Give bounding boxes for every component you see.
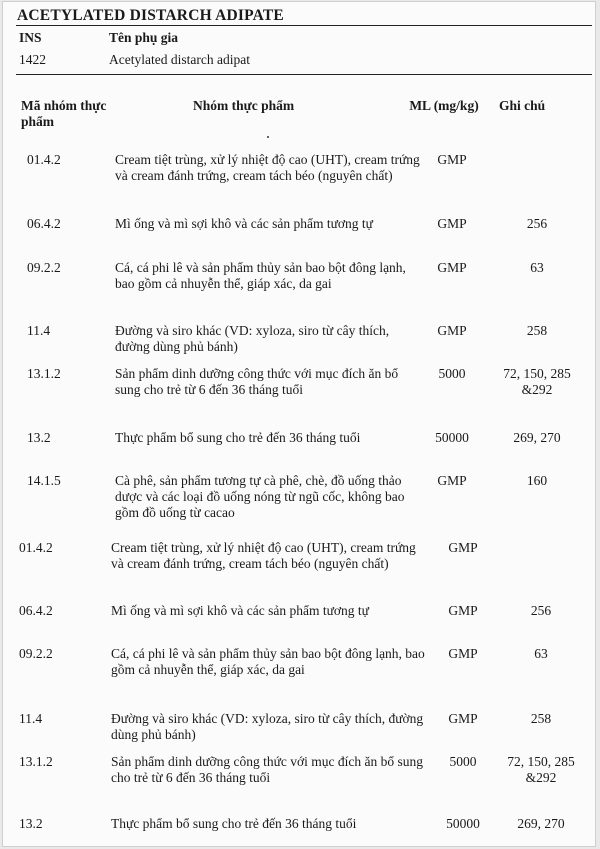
row-code: 06.4.2: [19, 603, 53, 618]
row-code: 11.4: [27, 323, 51, 338]
column-header-ml: ML (mg/kg): [409, 98, 479, 113]
row-ml: GMP: [437, 323, 467, 338]
row-note: 72, 150, 285 &292: [507, 754, 575, 785]
row-description: Thực phẩm bổ sung cho trẻ đến 36 tháng tuổi: [115, 430, 361, 445]
row-note: 269, 270: [513, 430, 561, 445]
document-title: ACETYLATED DISTARCH ADIPATE: [17, 7, 284, 24]
row-note: 63: [534, 646, 548, 661]
row-description: Cream tiệt trùng, xử lý nhiệt độ cao (UHT), cream trứng và cream đánh trứng, cream tách béo (nguyên chất): [111, 540, 416, 571]
row-description: Cà phê, sản phẩm tương tự cà phê, chè, đồ uống thảo dược và các loại đồ uống nóng từ ngũ cốc, không bao gồm đồ uống từ cacao: [115, 473, 405, 520]
column-header-food-group: Nhóm thực phẩm: [193, 98, 295, 113]
row-note: 256: [530, 603, 552, 618]
row-ml: GMP: [448, 603, 478, 618]
row-ml: GMP: [448, 540, 478, 555]
additive-name-label: Tên phụ gia: [109, 30, 179, 45]
row-code: 14.1.5: [27, 473, 61, 488]
row-ml: GMP: [448, 646, 478, 661]
row-description: Thực phẩm bổ sung cho trẻ đến 36 tháng tuổi: [111, 816, 357, 831]
row-code: 09.2.2: [19, 646, 53, 661]
header-divider: [16, 74, 592, 75]
scan-speck: [267, 136, 269, 138]
row-ml: 5000: [438, 366, 466, 381]
document-page: [2, 1, 596, 847]
row-note: 258: [530, 711, 552, 726]
additive-name-value: Acetylated distarch adipat: [109, 52, 250, 67]
row-code: 13.1.2: [19, 754, 53, 769]
row-description: Mì ống và mì sợi khô và các sản phẩm tương tự: [111, 603, 369, 618]
column-header-code: Mã nhóm thực phẩm: [21, 98, 107, 129]
row-note: 160: [526, 473, 548, 488]
row-description: Mì ống và mì sợi khô và các sản phẩm tương tự: [115, 216, 373, 231]
row-code: 01.4.2: [19, 540, 53, 555]
row-code: 11.4: [19, 711, 43, 726]
row-description: Sản phẩm dinh dưỡng công thức với mục đích ăn bổ sung cho trẻ từ 6 đến 36 tháng tuổi: [115, 366, 399, 397]
row-note: 63: [530, 260, 544, 275]
row-ml: GMP: [437, 260, 467, 275]
ins-label: INS: [19, 30, 42, 45]
row-ml: GMP: [448, 711, 478, 726]
column-header-note: Ghi chú: [499, 98, 546, 113]
row-code: 13.2: [19, 816, 43, 831]
row-note: 269, 270: [517, 816, 565, 831]
row-code: 13.2: [27, 430, 51, 445]
row-note: 258: [526, 323, 548, 338]
row-description: Đường và siro khác (VD: xyloza, siro từ cây thích, đường dùng phủ bánh): [115, 323, 390, 354]
row-ml: 50000: [446, 816, 480, 831]
row-description: Cá, cá phi lê và sản phẩm thủy sản bao bột đông lạnh, bao gồm cả nhuyễn thể, giáp xác, da gai: [115, 260, 406, 291]
row-description: Cá, cá phi lê và sản phẩm thủy sản bao bột đông lạnh, bao gồm cả nhuyễn thể, giáp xác, da gai: [111, 646, 425, 677]
row-ml: GMP: [437, 152, 467, 167]
title-divider: [16, 25, 592, 26]
row-ml: GMP: [437, 216, 467, 231]
row-description: Đường và siro khác (VD: xyloza, siro từ cây thích, đường dùng phủ bánh): [111, 711, 424, 742]
row-note: 72, 150, 285 &292: [503, 366, 571, 397]
row-note: 256: [526, 216, 548, 231]
row-description: Cream tiệt trùng, xử lý nhiệt độ cao (UHT), cream trứng và cream đánh trứng, cream tách béo (nguyên chất): [115, 152, 420, 183]
ins-value: 1422: [19, 52, 46, 67]
row-ml: 5000: [449, 754, 477, 769]
row-code: 06.4.2: [27, 216, 61, 231]
row-code: 01.4.2: [27, 152, 61, 167]
row-code: 09.2.2: [27, 260, 61, 275]
row-ml: GMP: [437, 473, 467, 488]
row-ml: 50000: [435, 430, 469, 445]
row-code: 13.1.2: [27, 366, 61, 381]
row-description: Sản phẩm dinh dưỡng công thức với mục đích ăn bổ sung cho trẻ từ 6 đến 36 tháng tuổi: [111, 754, 423, 785]
